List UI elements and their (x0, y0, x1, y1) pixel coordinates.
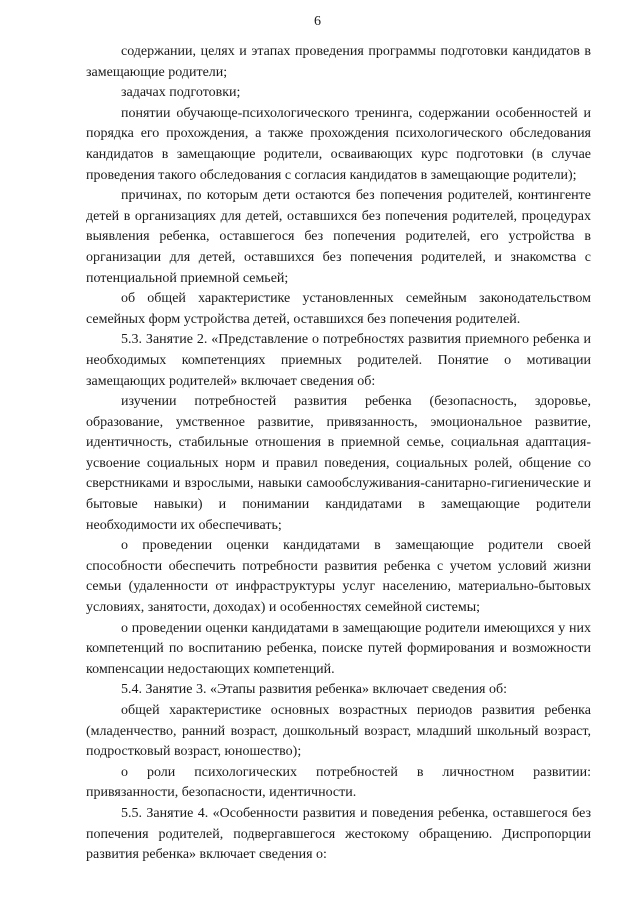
paragraph: содержании, целях и этапах проведения программы подготовки кандидатов в замещающие родители; (86, 44, 591, 80)
paragraph: понятии обучающе-психологического тренинга, содержании особенностей и порядка его прохождения, а также прохождения психологического обследования кандидатов в замещающие родители, осваивающих курс подготовки (в случае проведения такого обследования с согласия кандидатов в замещающие родители); (86, 105, 591, 183)
paragraph: общей характеристике основных возрастных периодов развития ребенка (младенчество, ранний возраст, дошкольный возраст, младший школьный возраст, подростковый возраст, юношество); (86, 703, 591, 760)
paragraph: причинах, по которым дети остаются без попечения родителей, контингенте детей в организациях для детей, оставшихся без попечения родителей, процедурах выявления ребенка, оставшегося без попечения родителей, его устройства в организации для детей, оставшихся без попечения родителей, и знакомства с потенциальной приемной семьей; (86, 188, 591, 286)
paragraph: задачах подготовки; (121, 85, 241, 101)
paragraph: о проведении оценки кандидатами в замещающие родители имеющихся у них компетенций по воспитанию ребенка, поиске путей формирования и возможности компенсации недостающих компетенций. (86, 620, 591, 677)
paragraph: об общей характеристике установленных семейным законодательством семейных форм устройства детей, оставшихся без попечения родителей. (86, 291, 591, 327)
section-heading-5-4: 5.4. Занятие 3. «Этапы развития ребенка» включает сведения об: (121, 682, 507, 698)
paragraph: изучении потребностей развития ребенка (безопасность, здоровье, образование, умственное развитие, привязанность, эмоциональное развитие, идентичность, стабильные отношения в приемной семье, социальная адаптация-усвоение социальных норм и правил поведения, социальных ролей, общение со сверстниками и взрослыми, навыки самообслуживания-санитарно-гигиенические и бытовые навыки) и понимании кандидатами в замещающие родители необходимости их обеспечивать; (86, 394, 591, 533)
paragraph: о роли психологических потребностей в личностном развитии: привязанности, безопасности, идентичности. (86, 764, 591, 801)
section-heading-5-5: 5.5. Занятие 4. «Особенности развития и поведения ребенка, оставшегося без попечения родителей, подвергавшегося жестокому обращению. Диспропорции развития ребенка» включает сведения о: (86, 805, 591, 863)
document-body (86, 42, 591, 866)
paragraph: о проведении оценки кандидатами в замещающие родители своей способности обеспечить потребности развития ребенка с учетом условий жизни семьи (удаленности от инфраструктуры услуг населению, материально-бытовых условиях, занятости, доходах) и особенностях семейной системы; (86, 538, 591, 616)
page-number: 6 (314, 14, 321, 29)
section-heading-5-3: 5.3. Занятие 2. «Представление о потребностях развития приемного ребенка и необходимых компетенциях приемных родителей. Понятие о мотивации замещающих родителей» включает сведения об: (86, 332, 591, 389)
